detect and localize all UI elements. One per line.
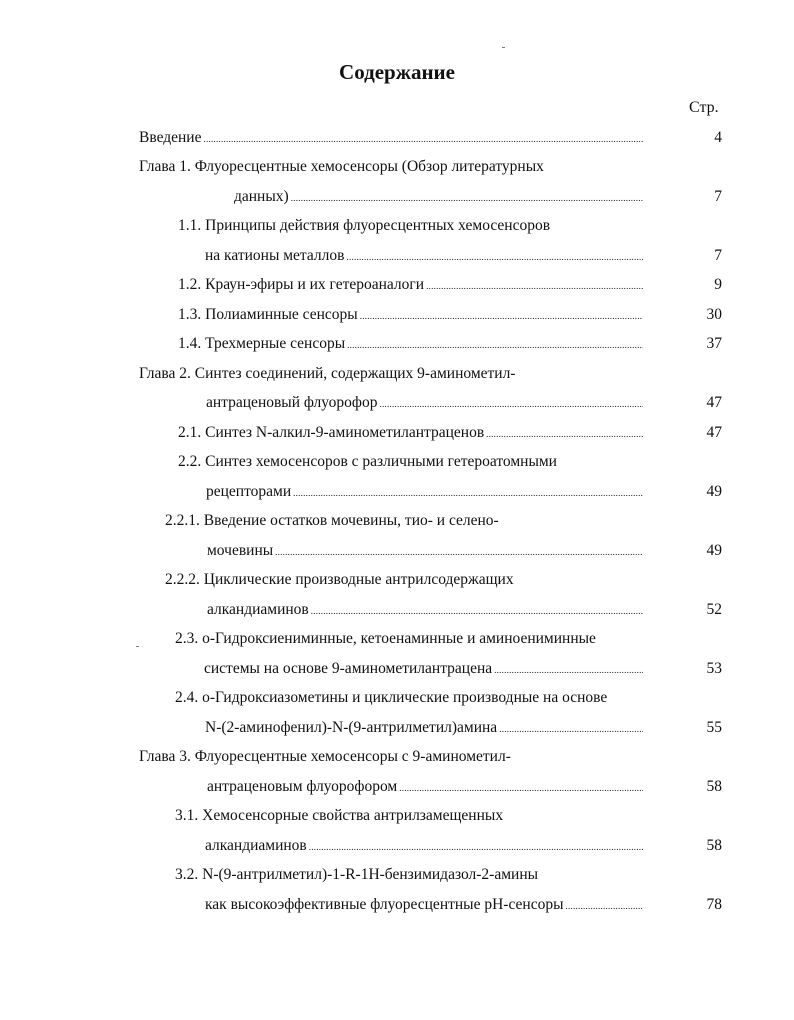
scan-speck [136,646,139,647]
dot-leader [494,658,643,681]
scan-speck [502,47,505,48]
toc-entry [178,304,722,326]
toc-entry-text: Глава 1. Флуоресцентные хемосенсоры (Обзор литературных [139,158,544,175]
toc-entry [165,510,646,532]
toc-entry [234,186,722,208]
dot-leader [311,599,643,622]
toc-entry [175,628,646,650]
toc-entry [175,687,646,709]
dot-leader [499,717,643,740]
toc-entry-text: 1.4. Трехмерные сенсоры [178,335,346,352]
toc-entry-text: алкандиаминов [207,601,309,618]
toc-entry [207,540,722,562]
toc-entry [205,894,722,916]
toc-entry-text: 2.2.1. Введение остатков мочевины, тио- и селено- [165,512,499,529]
toc-entry-page: 30 [706,306,722,323]
toc-entry-page: 55 [706,719,722,736]
toc-entry-text: мочевины [207,542,274,559]
toc-entry-page: 78 [706,896,722,913]
toc-entry-text: данных) [234,188,289,205]
toc-entry-text: рецепторами [206,483,292,500]
toc-entry-text: Глава 2. Синтез соединений, содержащих 9-аминометил- [139,365,516,382]
toc-entry [139,127,722,149]
toc-entry-page: 53 [706,660,722,677]
dot-leader [399,776,643,799]
toc-entry [178,451,646,473]
toc-entry-text: 2.3. о-Гидроксиениминные, кетоенаминные и аминоениминные [175,630,596,647]
dot-leader [346,245,643,268]
toc-entry [178,333,722,355]
toc-entry [207,599,722,621]
toc-entry [178,274,722,296]
toc-entry [205,717,722,739]
dot-leader [291,186,643,209]
toc-entry [165,569,646,591]
toc-entry [139,746,646,768]
toc-entry-text: 3.1. Хемосенсорные свойства антрилзамещенных [175,807,504,824]
toc-entry-text: 2.1. Синтез N-алкил-9-аминометилантраценов [178,424,485,441]
toc-entry-text: Глава 3. Флуоресцентные хемосенсоры с 9-аминометил- [139,748,511,765]
dot-leader [426,274,643,297]
toc-entry-text: 1.2. Краун-эфиры и их гетероаналоги [178,276,425,293]
toc-entry-page: 47 [706,424,722,441]
dot-leader [293,481,643,504]
toc-entry [175,864,646,886]
toc-entry-page: 37 [706,335,722,352]
toc-entry-text: Введение [139,129,202,146]
toc-entry-text: 2.2.2. Циклические производные антрилсодержащих [165,571,514,588]
page-title: Содержание [339,60,455,84]
toc-entry-text: 2.4. о-Гидроксиазометины и циклические производные на основе [175,689,608,706]
toc-entry-page: 58 [706,837,722,854]
toc-entry-text: алкандиаминов [205,837,307,854]
toc-entry-text: 2.2. Синтез хемосенсоров с различными гетероатомными [178,453,557,470]
toc-entry-page: 52 [706,601,722,618]
dot-leader [360,304,643,327]
toc-entry-text: системы на основе 9-аминометилантрацена [204,660,493,677]
toc-entry [175,805,646,827]
toc-entry-page: 49 [706,542,722,559]
toc-entry-page: 7 [714,188,722,205]
dot-leader [309,835,643,858]
toc-entry-text: 3.2. N-(9-антрилметил)-1-R-1H-бензимидазол-2-амины [175,866,539,883]
toc-entry-page: 58 [706,778,722,795]
toc-entry [204,658,722,680]
toc-entry-text: на катионы металлов [205,247,345,264]
dot-leader [379,392,643,415]
page-column-label: Стр. [689,99,719,116]
toc-entry [205,245,722,267]
toc-entry-page: 9 [714,276,722,293]
toc-entry-text: 1.3. Полиаминные сенсоры [178,306,358,323]
dot-leader [566,894,644,917]
toc-entry-text: антраценовый флуорофор [206,394,378,411]
dot-leader [347,333,643,356]
dot-leader [486,422,643,445]
toc-entry [206,481,722,503]
toc-entry-text: антраценовым флуорофором [207,778,398,795]
toc-entry [206,392,722,414]
toc-entry [207,776,722,798]
toc-entry [139,156,646,178]
dot-leader [203,127,643,150]
toc-entry [178,215,646,237]
dot-leader [275,540,643,563]
toc-entry-text: как высокоэффективные флуоресцентные pH-сенсоры [205,896,564,913]
toc-entry-page: 7 [714,247,722,264]
toc-entry-text: 1.1. Принципы действия флуоресцентных хемосенсоров [178,217,551,234]
toc-entry-page: 49 [706,483,722,500]
toc-entry [205,835,722,857]
toc-entry-page: 47 [706,394,722,411]
toc-entry-text: N-(2-аминофенил)-N-(9-антрилметил)амина [205,719,498,736]
toc-entry [139,363,646,385]
toc-entry [178,422,722,444]
toc-entry-page: 4 [714,129,722,146]
